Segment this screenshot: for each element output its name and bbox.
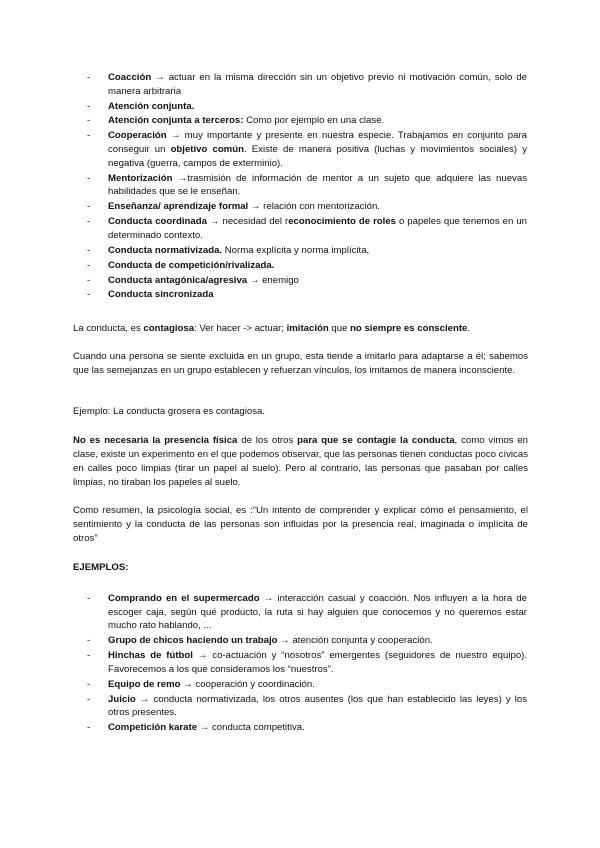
bullet-dash: - bbox=[87, 722, 91, 734]
list-item: - Mentorización →trasmisión de información de mentor a un sujeto que adquiere las nuevas habilidades que se le enseñan. bbox=[87, 172, 527, 198]
examples-heading: EJEMPLOS: bbox=[73, 562, 129, 573]
list-item: - Conducta normativizada. Norma explícita y norma implícita, bbox=[87, 244, 370, 256]
list-item: - Cooperación → muy importante y presente en nuestra especie. Trabajamos en conjunto para conseguir un objetivo común. Existe de manera positiva (luchas y movimientos sociales) y negativa (guerra, campos de exterminio). bbox=[87, 130, 527, 169]
bullet-dash: - bbox=[87, 244, 91, 256]
example-paragraph: Ejemplo: La conducta grosera es contagiosa. bbox=[73, 406, 265, 417]
bullet-dash: - bbox=[87, 72, 91, 83]
bullet-dash: - bbox=[87, 274, 91, 286]
bullet-dash: - bbox=[87, 289, 91, 301]
list-item: - Enseñanza/ aprendizaje formal → relación con mentorización. bbox=[87, 201, 380, 213]
list-item: - Conducta antagónica/agresiva → enemigo bbox=[87, 274, 299, 286]
bullet-dash: - bbox=[87, 201, 91, 213]
bullet-dash: - bbox=[87, 100, 91, 112]
list-item: - Competición karate → conducta competitiva. bbox=[87, 722, 305, 734]
concept-list bbox=[87, 71, 527, 303]
list-item: - Conducta coordinada → necesidad del reconocimiento de roles o papeles que tenemos en un determinado contexto. bbox=[87, 216, 527, 241]
list-item: - Atención conjunta a terceros: Como por ejemplo en una clase. bbox=[87, 115, 385, 127]
bullet-dash: - bbox=[87, 216, 91, 228]
bullet-dash: - bbox=[87, 678, 91, 690]
bullet-dash: - bbox=[87, 650, 91, 662]
bullet-dash: - bbox=[87, 693, 91, 705]
list-item: - Juicio → conducta normativizada, los otros ausentes (los que han establecido las leyes) y los otros presentes. bbox=[87, 693, 527, 719]
list-item: - Comprando en el supermercado → interacción casual y coacción. Nos influyen a la hora de escoger caja, según qué producto, la ruta si hay alguien que conocemos y no queremos estar mucho rato hablando, ... bbox=[87, 593, 528, 632]
bullet-dash: - bbox=[87, 172, 91, 184]
contagion-paragraph: La conducta, es contagiosa: Ver hacer -> actuar; imitación que no siempre es consciente. bbox=[73, 323, 471, 334]
list-item: - Conducta de competición/rivalizada. bbox=[87, 259, 275, 271]
bullet-dash: - bbox=[87, 115, 91, 127]
list-item: - Atención conjunta. bbox=[87, 100, 195, 112]
examples-list bbox=[87, 592, 527, 736]
list-item: - Grupo de chicos haciendo un trabajo → atención conjunta y cooperación. bbox=[87, 635, 433, 647]
bullet-dash: - bbox=[87, 593, 91, 604]
list-item: - Conducta sincronizada bbox=[87, 289, 214, 301]
bullet-dash: - bbox=[87, 635, 91, 647]
bullet-dash: - bbox=[87, 259, 91, 271]
list-item: - Equipo de remo → cooperación y coordinación. bbox=[87, 678, 315, 690]
summary-paragraph: Como resumen, la psicología social, es :“Un intento de comprender y explicar cómo el pensamiento, el sentimiento y la conducta de las personas son influidas por la presencia real, imaginada o implícita de otros” bbox=[73, 505, 528, 544]
list-item: - Coacción → actuar en la misma dirección sin un objetivo previo ni motivación común, solo de manera arbitraria bbox=[87, 72, 527, 97]
exclusion-paragraph: Cuando una persona se siente excluida en un grupo, esta tiende a imitarlo para adaptarse a él; sabemos que las semejanzas en un grupo establecen y refuerzan vínculos, los imitamos de manera inconsciente. bbox=[73, 351, 528, 376]
list-item: - Hinchas de fútbol → co-actuación y “nosotros” emergentes (seguidores de nuestro equipo). Favorecemos a los que consideramos los “nuestros”. bbox=[87, 650, 528, 675]
bullet-dash: - bbox=[87, 130, 91, 142]
physical-presence-paragraph: No es necesaria la presencia física de los otros para que se contagie la conducta, como vimos en clase, existe un experimento en el que podemos observar, que las personas tienen conductas poco cívicas en calles poco limpias (tirar un papel al suelo). Pero al contrario, las personas que pasaban por calles limpias, no tiraban los papeles al suelo. bbox=[73, 435, 528, 488]
